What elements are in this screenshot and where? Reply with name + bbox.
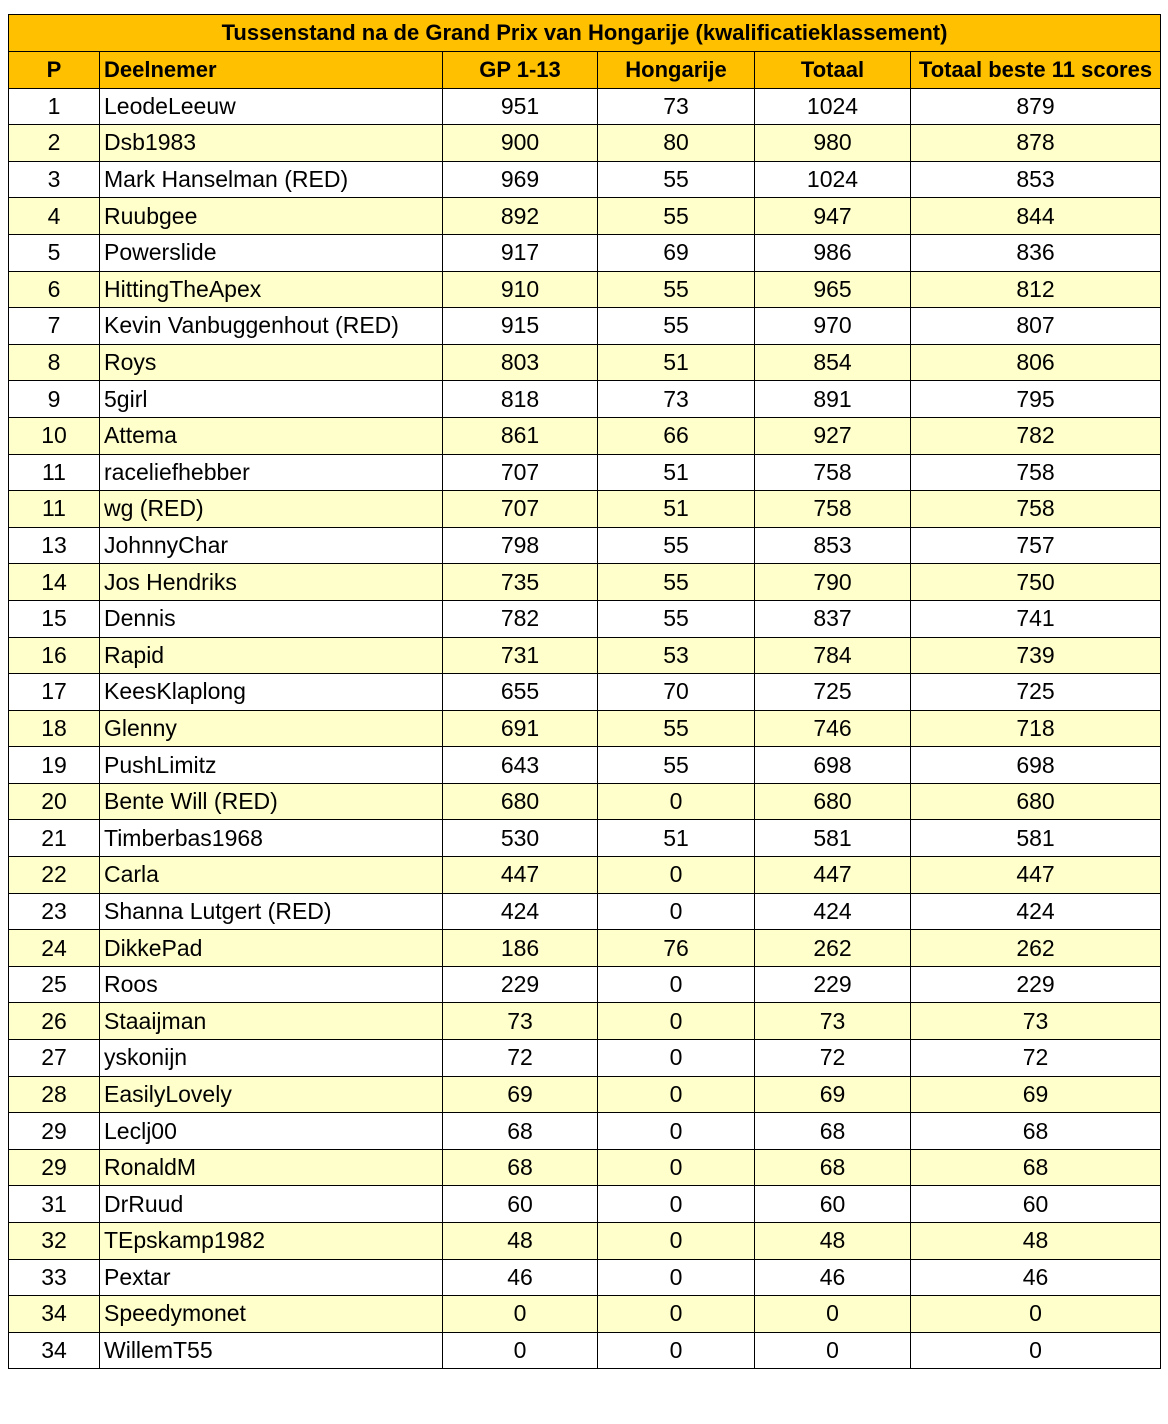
cell-position: 15: [9, 600, 100, 637]
cell-gp-1-13: 655: [443, 674, 598, 711]
cell-position: 10: [9, 417, 100, 454]
cell-gp-1-13: 731: [443, 637, 598, 674]
cell-gp-1-13: 892: [443, 198, 598, 235]
cell-hungary: 55: [598, 600, 755, 637]
cell-best-11-total: 68: [911, 1149, 1161, 1186]
cell-total: 46: [755, 1259, 911, 1296]
cell-participant: Shanna Lutgert (RED): [100, 893, 443, 930]
cell-best-11-total: 757: [911, 527, 1161, 564]
cell-participant: Kevin Vanbuggenhout (RED): [100, 308, 443, 345]
cell-total: 0: [755, 1332, 911, 1369]
cell-gp-1-13: 782: [443, 600, 598, 637]
cell-hungary: 0: [598, 783, 755, 820]
cell-position: 28: [9, 1076, 100, 1113]
table-row: [9, 710, 1161, 747]
cell-total: 262: [755, 930, 911, 967]
cell-position: 29: [9, 1149, 100, 1186]
cell-total: 947: [755, 198, 911, 235]
cell-position: 17: [9, 674, 100, 711]
header-best-11-total: Totaal beste 11 scores: [911, 52, 1161, 89]
cell-hungary: 0: [598, 1223, 755, 1260]
cell-best-11-total: 750: [911, 564, 1161, 601]
table-row: [9, 1332, 1161, 1369]
cell-gp-1-13: 530: [443, 820, 598, 857]
cell-participant: EasilyLovely: [100, 1076, 443, 1113]
cell-best-11-total: 73: [911, 1003, 1161, 1040]
cell-participant: JohnnyChar: [100, 527, 443, 564]
table-row: [9, 893, 1161, 930]
cell-best-11-total: 807: [911, 308, 1161, 345]
cell-position: 7: [9, 308, 100, 345]
cell-best-11-total: 806: [911, 344, 1161, 381]
cell-participant: Rapid: [100, 637, 443, 674]
cell-participant: yskonijn: [100, 1040, 443, 1077]
cell-total: 1024: [755, 161, 911, 198]
table-row: [9, 1296, 1161, 1333]
cell-best-11-total: 758: [911, 491, 1161, 528]
cell-total: 68: [755, 1149, 911, 1186]
cell-total: 758: [755, 491, 911, 528]
cell-participant: Mark Hanselman (RED): [100, 161, 443, 198]
cell-best-11-total: 68: [911, 1113, 1161, 1150]
cell-best-11-total: 853: [911, 161, 1161, 198]
standings-table: [8, 14, 1161, 1369]
cell-hungary: 0: [598, 1332, 755, 1369]
cell-gp-1-13: 0: [443, 1296, 598, 1333]
cell-position: 20: [9, 783, 100, 820]
table-row: [9, 820, 1161, 857]
cell-total: 790: [755, 564, 911, 601]
cell-best-11-total: 72: [911, 1040, 1161, 1077]
table-row: [9, 1186, 1161, 1223]
cell-gp-1-13: 68: [443, 1149, 598, 1186]
table-row: [9, 88, 1161, 125]
cell-gp-1-13: 951: [443, 88, 598, 125]
cell-total: 1024: [755, 88, 911, 125]
cell-hungary: 51: [598, 344, 755, 381]
cell-total: 784: [755, 637, 911, 674]
cell-gp-1-13: 969: [443, 161, 598, 198]
table-row: [9, 1223, 1161, 1260]
cell-best-11-total: 795: [911, 381, 1161, 418]
cell-position: 11: [9, 491, 100, 528]
cell-total: 854: [755, 344, 911, 381]
cell-gp-1-13: 735: [443, 564, 598, 601]
cell-best-11-total: 60: [911, 1186, 1161, 1223]
cell-total: 758: [755, 454, 911, 491]
table-row: [9, 747, 1161, 784]
table-row: [9, 125, 1161, 162]
cell-participant: Carla: [100, 857, 443, 894]
cell-hungary: 55: [598, 564, 755, 601]
cell-hungary: 73: [598, 88, 755, 125]
cell-gp-1-13: 447: [443, 857, 598, 894]
cell-hungary: 0: [598, 1296, 755, 1333]
cell-position: 4: [9, 198, 100, 235]
cell-best-11-total: 782: [911, 417, 1161, 454]
table-row: [9, 600, 1161, 637]
table-body: [9, 88, 1161, 1369]
cell-gp-1-13: 643: [443, 747, 598, 784]
table-row: [9, 966, 1161, 1003]
cell-participant: Pextar: [100, 1259, 443, 1296]
table-row: [9, 674, 1161, 711]
cell-gp-1-13: 818: [443, 381, 598, 418]
cell-gp-1-13: 910: [443, 271, 598, 308]
cell-hungary: 51: [598, 820, 755, 857]
cell-position: 23: [9, 893, 100, 930]
cell-best-11-total: 836: [911, 234, 1161, 271]
cell-gp-1-13: 803: [443, 344, 598, 381]
cell-position: 8: [9, 344, 100, 381]
table-row: [9, 234, 1161, 271]
cell-hungary: 0: [598, 1076, 755, 1113]
table-row: [9, 1040, 1161, 1077]
cell-best-11-total: 229: [911, 966, 1161, 1003]
cell-gp-1-13: 229: [443, 966, 598, 1003]
cell-position: 18: [9, 710, 100, 747]
cell-best-11-total: 680: [911, 783, 1161, 820]
cell-gp-1-13: 69: [443, 1076, 598, 1113]
cell-gp-1-13: 707: [443, 491, 598, 528]
cell-position: 21: [9, 820, 100, 857]
cell-position: 26: [9, 1003, 100, 1040]
table-row: [9, 454, 1161, 491]
cell-position: 34: [9, 1296, 100, 1333]
cell-total: 970: [755, 308, 911, 345]
table-row: [9, 527, 1161, 564]
table-row: [9, 930, 1161, 967]
cell-participant: Dsb1983: [100, 125, 443, 162]
cell-hungary: 76: [598, 930, 755, 967]
cell-best-11-total: 878: [911, 125, 1161, 162]
cell-hungary: 0: [598, 1040, 755, 1077]
cell-total: 60: [755, 1186, 911, 1223]
cell-total: 853: [755, 527, 911, 564]
table-row: [9, 271, 1161, 308]
cell-total: 72: [755, 1040, 911, 1077]
cell-total: 447: [755, 857, 911, 894]
cell-best-11-total: 812: [911, 271, 1161, 308]
cell-participant: RonaldM: [100, 1149, 443, 1186]
cell-best-11-total: 0: [911, 1332, 1161, 1369]
cell-total: 424: [755, 893, 911, 930]
cell-position: 14: [9, 564, 100, 601]
cell-position: 9: [9, 381, 100, 418]
cell-best-11-total: 844: [911, 198, 1161, 235]
cell-hungary: 0: [598, 1259, 755, 1296]
header-total: Totaal: [755, 52, 911, 89]
cell-hungary: 51: [598, 491, 755, 528]
cell-position: 32: [9, 1223, 100, 1260]
cell-position: 33: [9, 1259, 100, 1296]
cell-gp-1-13: 48: [443, 1223, 598, 1260]
table-row: [9, 1076, 1161, 1113]
cell-hungary: 53: [598, 637, 755, 674]
cell-total: 69: [755, 1076, 911, 1113]
cell-hungary: 80: [598, 125, 755, 162]
cell-participant: Staaijman: [100, 1003, 443, 1040]
cell-best-11-total: 69: [911, 1076, 1161, 1113]
table-row: [9, 381, 1161, 418]
cell-position: 3: [9, 161, 100, 198]
cell-best-11-total: 698: [911, 747, 1161, 784]
cell-position: 34: [9, 1332, 100, 1369]
table-row: [9, 783, 1161, 820]
cell-position: 1: [9, 88, 100, 125]
cell-gp-1-13: 917: [443, 234, 598, 271]
cell-hungary: 0: [598, 857, 755, 894]
cell-participant: WillemT55: [100, 1332, 443, 1369]
cell-position: 2: [9, 125, 100, 162]
table-row: [9, 1003, 1161, 1040]
cell-participant: HittingTheApex: [100, 271, 443, 308]
cell-participant: DikkePad: [100, 930, 443, 967]
cell-best-11-total: 718: [911, 710, 1161, 747]
cell-hungary: 70: [598, 674, 755, 711]
table-row: [9, 857, 1161, 894]
table-title: Tussenstand na de Grand Prix van Hongarije (kwalificatieklassement): [9, 15, 1161, 52]
header-row: [9, 52, 1161, 89]
table-row: [9, 1149, 1161, 1186]
cell-hungary: 55: [598, 747, 755, 784]
table-row: [9, 417, 1161, 454]
table-row: [9, 161, 1161, 198]
cell-position: 27: [9, 1040, 100, 1077]
cell-gp-1-13: 915: [443, 308, 598, 345]
cell-hungary: 55: [598, 308, 755, 345]
cell-participant: Dennis: [100, 600, 443, 637]
cell-total: 581: [755, 820, 911, 857]
table-row: [9, 308, 1161, 345]
table-row: [9, 198, 1161, 235]
cell-gp-1-13: 798: [443, 527, 598, 564]
cell-participant: Ruubgee: [100, 198, 443, 235]
cell-participant: Timberbas1968: [100, 820, 443, 857]
cell-gp-1-13: 72: [443, 1040, 598, 1077]
cell-best-11-total: 447: [911, 857, 1161, 894]
cell-total: 837: [755, 600, 911, 637]
cell-total: 698: [755, 747, 911, 784]
cell-hungary: 0: [598, 1149, 755, 1186]
cell-gp-1-13: 68: [443, 1113, 598, 1150]
cell-best-11-total: 262: [911, 930, 1161, 967]
cell-gp-1-13: 691: [443, 710, 598, 747]
table-row: [9, 491, 1161, 528]
cell-total: 965: [755, 271, 911, 308]
cell-total: 986: [755, 234, 911, 271]
cell-position: 5: [9, 234, 100, 271]
cell-hungary: 66: [598, 417, 755, 454]
cell-gp-1-13: 186: [443, 930, 598, 967]
cell-position: 31: [9, 1186, 100, 1223]
cell-gp-1-13: 707: [443, 454, 598, 491]
cell-total: 980: [755, 125, 911, 162]
cell-best-11-total: 741: [911, 600, 1161, 637]
cell-hungary: 0: [598, 966, 755, 1003]
cell-total: 680: [755, 783, 911, 820]
cell-hungary: 69: [598, 234, 755, 271]
header-gp-1-13: GP 1-13: [443, 52, 598, 89]
table-row: [9, 344, 1161, 381]
cell-participant: Glenny: [100, 710, 443, 747]
cell-participant: Attema: [100, 417, 443, 454]
cell-hungary: 0: [598, 1113, 755, 1150]
cell-gp-1-13: 0: [443, 1332, 598, 1369]
cell-participant: Roos: [100, 966, 443, 1003]
cell-position: 16: [9, 637, 100, 674]
cell-total: 891: [755, 381, 911, 418]
cell-participant: Jos Hendriks: [100, 564, 443, 601]
cell-gp-1-13: 861: [443, 417, 598, 454]
cell-hungary: 55: [598, 198, 755, 235]
cell-position: 22: [9, 857, 100, 894]
cell-gp-1-13: 900: [443, 125, 598, 162]
table-row: [9, 564, 1161, 601]
cell-total: 68: [755, 1113, 911, 1150]
cell-position: 25: [9, 966, 100, 1003]
cell-hungary: 55: [598, 710, 755, 747]
cell-participant: 5girl: [100, 381, 443, 418]
table-row: [9, 637, 1161, 674]
cell-total: 725: [755, 674, 911, 711]
cell-best-11-total: 739: [911, 637, 1161, 674]
cell-hungary: 0: [598, 1003, 755, 1040]
cell-hungary: 51: [598, 454, 755, 491]
cell-gp-1-13: 60: [443, 1186, 598, 1223]
cell-hungary: 0: [598, 1186, 755, 1223]
cell-hungary: 0: [598, 893, 755, 930]
cell-total: 229: [755, 966, 911, 1003]
cell-participant: Speedymonet: [100, 1296, 443, 1333]
title-row: [9, 15, 1161, 52]
cell-best-11-total: 581: [911, 820, 1161, 857]
cell-best-11-total: 758: [911, 454, 1161, 491]
cell-total: 48: [755, 1223, 911, 1260]
table-row: [9, 1259, 1161, 1296]
cell-participant: LeodeLeeuw: [100, 88, 443, 125]
header-participant: Deelnemer: [100, 52, 443, 89]
cell-best-11-total: 48: [911, 1223, 1161, 1260]
cell-total: 73: [755, 1003, 911, 1040]
cell-participant: Roys: [100, 344, 443, 381]
cell-best-11-total: 424: [911, 893, 1161, 930]
cell-gp-1-13: 680: [443, 783, 598, 820]
cell-hungary: 73: [598, 381, 755, 418]
cell-participant: TEpskamp1982: [100, 1223, 443, 1260]
cell-position: 24: [9, 930, 100, 967]
cell-gp-1-13: 46: [443, 1259, 598, 1296]
cell-best-11-total: 725: [911, 674, 1161, 711]
cell-position: 13: [9, 527, 100, 564]
cell-participant: Bente Will (RED): [100, 783, 443, 820]
cell-hungary: 55: [598, 527, 755, 564]
cell-gp-1-13: 73: [443, 1003, 598, 1040]
cell-participant: raceliefhebber: [100, 454, 443, 491]
cell-total: 0: [755, 1296, 911, 1333]
cell-gp-1-13: 424: [443, 893, 598, 930]
cell-position: 29: [9, 1113, 100, 1150]
table-row: [9, 1113, 1161, 1150]
cell-participant: KeesKlaplong: [100, 674, 443, 711]
cell-position: 19: [9, 747, 100, 784]
cell-participant: DrRuud: [100, 1186, 443, 1223]
cell-hungary: 55: [598, 161, 755, 198]
cell-best-11-total: 0: [911, 1296, 1161, 1333]
standings-sheet: [8, 14, 1160, 1369]
cell-participant: wg (RED): [100, 491, 443, 528]
cell-participant: Leclj00: [100, 1113, 443, 1150]
cell-hungary: 55: [598, 271, 755, 308]
cell-best-11-total: 46: [911, 1259, 1161, 1296]
header-position: P: [9, 52, 100, 89]
cell-best-11-total: 879: [911, 88, 1161, 125]
cell-total: 927: [755, 417, 911, 454]
cell-total: 746: [755, 710, 911, 747]
header-hungary: Hongarije: [598, 52, 755, 89]
cell-participant: PushLimitz: [100, 747, 443, 784]
cell-position: 11: [9, 454, 100, 491]
cell-participant: Powerslide: [100, 234, 443, 271]
cell-position: 6: [9, 271, 100, 308]
